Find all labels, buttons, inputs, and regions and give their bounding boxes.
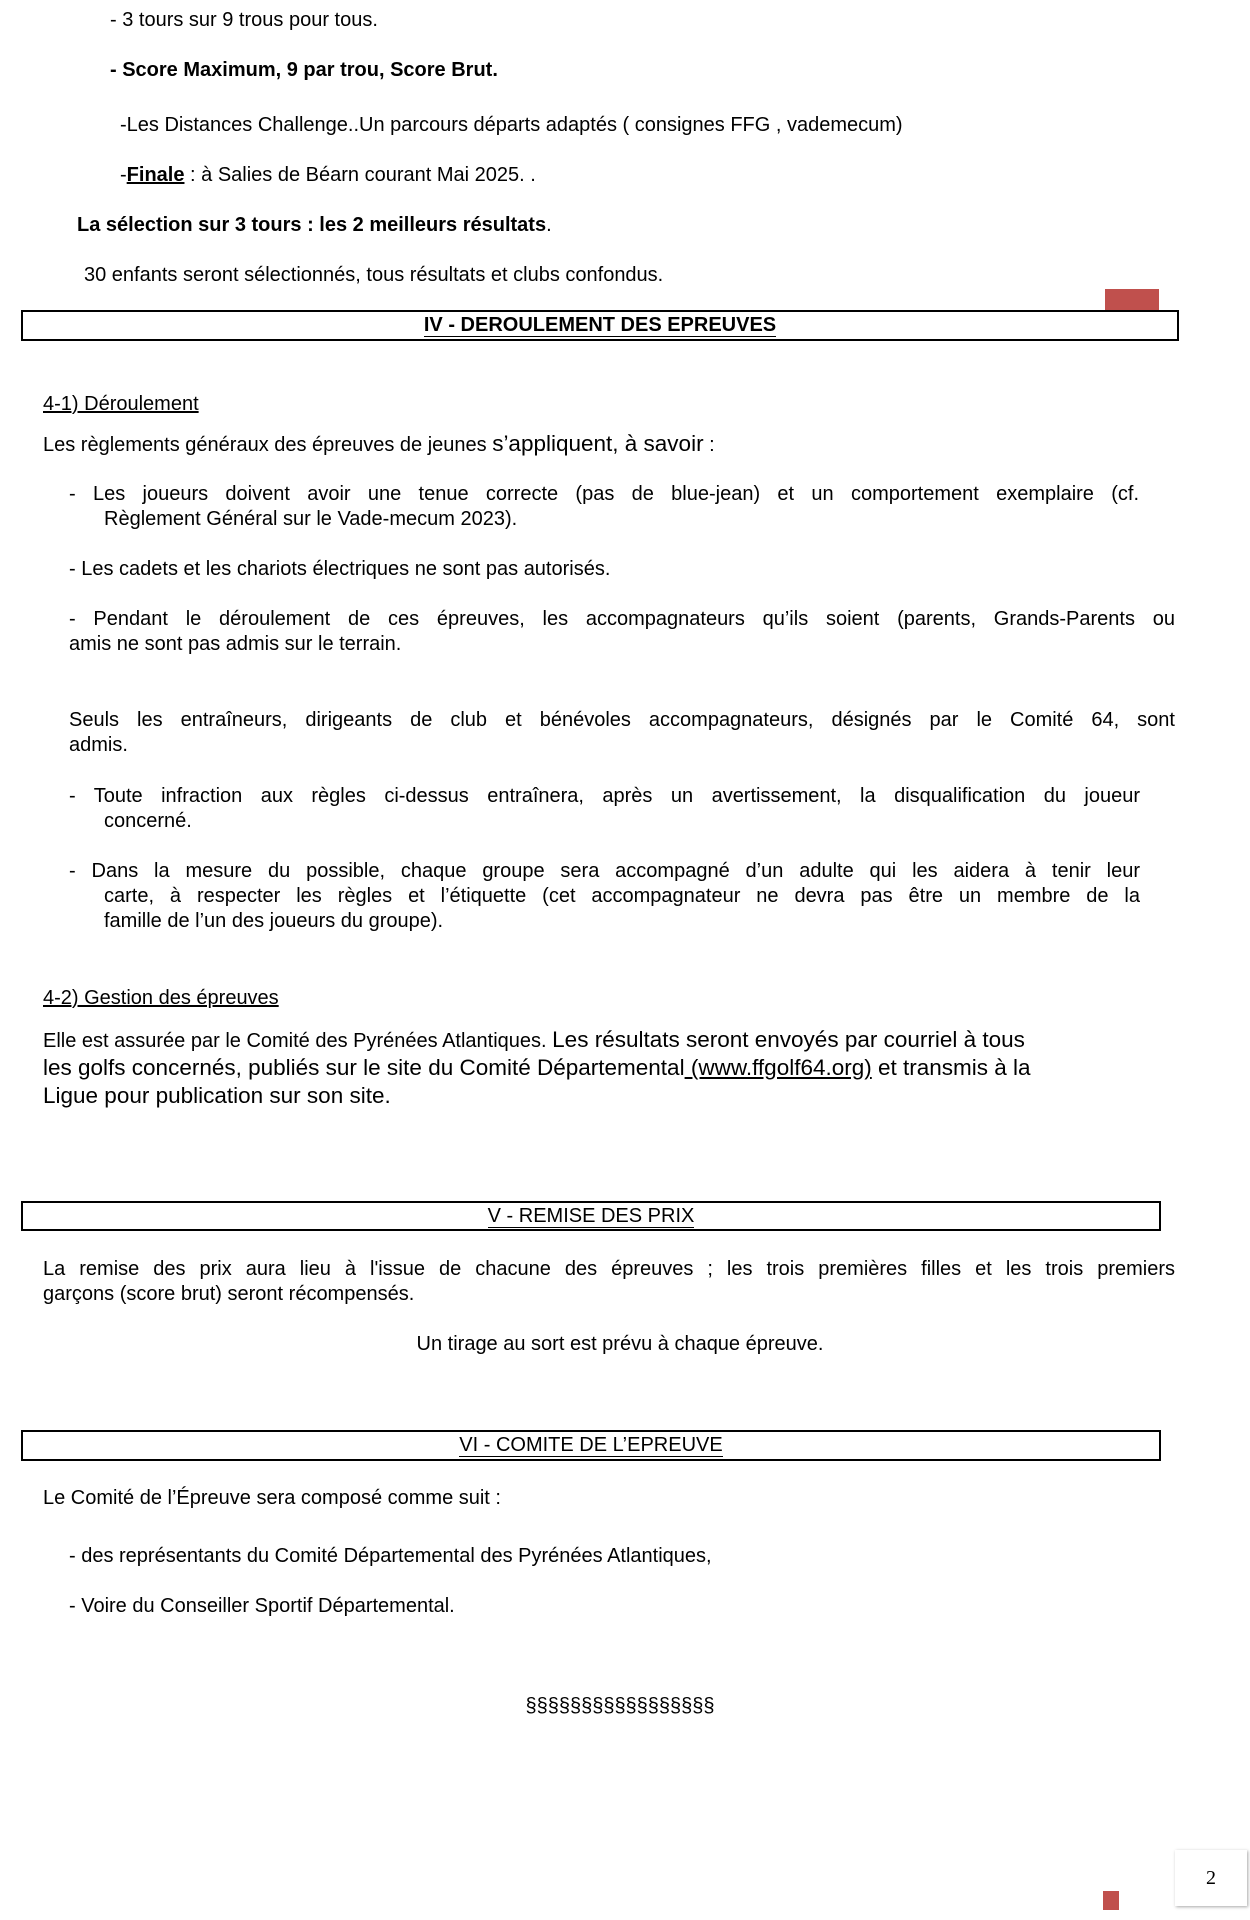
section-vi-header <box>21 1430 1161 1461</box>
rule-dress-code-line2: Règlement Général sur le Vade-mecum 2023). <box>104 508 518 530</box>
rule-spectators-line2: amis ne sont pas admis sur le terrain. <box>69 633 402 655</box>
finale-label: Finale <box>126 164 185 186</box>
subsection-4-2-title: 4-2) Gestion des épreuves <box>43 987 279 1009</box>
rule-finale: -Finale : à Salies de Béarn courant Mai 2025. . <box>120 164 536 186</box>
red-marker-bottom <box>1103 1891 1119 1910</box>
rule-dress-code-line1: - Les joueurs doivent avoir une tenue correcte (pas de blue-jean) et un comportement exemplaire (cf. <box>69 483 1139 505</box>
section-vi-title: VI - COMITE DE L’EPREUVE <box>459 1434 723 1456</box>
page-number: 2 <box>1175 1850 1247 1906</box>
section-v-title: V - REMISE DES PRIX <box>487 1205 695 1227</box>
committee-member-advisor: - Voire du Conseiller Sportif Départemental. <box>69 1595 455 1617</box>
subsection-4-1-title: 4-1) Déroulement <box>43 393 199 415</box>
management-line2: les golfs concernés, publiés sur le site du Comité Départemental (www.ffgolf64.org) et transmis à la <box>43 1055 1031 1080</box>
rule-distances: -Les Distances Challenge..Un parcours départs adaptés ( consignes FFG , vademecum) <box>120 114 903 136</box>
rule-caddies: - Les cadets et les chariots électriques ne sont pas autorisés. <box>69 558 611 580</box>
rule-chaperone-line2: carte, à respecter les règles et l’étiquette (cet accompagnateur ne devra pas être un membre de la <box>104 885 1140 907</box>
committee-intro: Le Comité de l’Épreuve sera composé comme suit : <box>43 1487 501 1509</box>
committee-member-representatives: - des représentants du Comité Départemental des Pyrénées Atlantiques, <box>69 1545 712 1567</box>
red-marker-top <box>1105 289 1159 310</box>
rule-infraction-line1: - Toute infraction aux règles ci-dessus entraînera, après un avertissement, la disqualification du joueur <box>69 785 1140 807</box>
rule-spectators-line1: - Pendant le déroulement de ces épreuves, les accompagnateurs qu’ils soient (parents, Grands-Parents ou <box>69 608 1175 630</box>
ffgolf64-link[interactable]: (www.ffgolf64.org) <box>684 1055 872 1080</box>
rule-selection: La sélection sur 3 tours : les 2 meilleurs résultats. <box>77 214 552 236</box>
rule-selected-children: 30 enfants seront sélectionnés, tous résultats et clubs confondus. <box>84 264 664 286</box>
section-iv-title: IV - DEROULEMENT DES EPREUVES <box>423 314 777 336</box>
rule-tours: - 3 tours sur 9 trous pour tous. <box>110 9 378 31</box>
rule-chaperone-line1: - Dans la mesure du possible, chaque groupe sera accompagné d’un adulte qui les aidera à tenir leur <box>69 860 1140 882</box>
management-line1: Elle est assurée par le Comité des Pyrénées Atlantiques. Les résultats seront envoyés par courriel à tous <box>43 1027 1025 1052</box>
rule-score-max: - Score Maximum, 9 par trou, Score Brut. <box>110 59 498 81</box>
prizes-line1: La remise des prix aura lieu à l'issue de chacune des épreuves ; les trois premières filles et les trois premiers <box>43 1258 1175 1280</box>
prizes-line2: garçons (score brut) seront récompensés. <box>43 1283 415 1305</box>
rule-chaperone-line3: famille de l’un des joueurs du groupe). <box>104 910 444 932</box>
rule-infraction-line2: concerné. <box>104 810 192 832</box>
section-v-header <box>21 1201 1161 1231</box>
prize-draw-note: Un tirage au sort est prévu à chaque épreuve. <box>416 1333 824 1355</box>
general-rules-intro: Les règlements généraux des épreuves de jeunes s’appliquent, à savoir : <box>43 431 715 456</box>
section-ornament: §§§§§§§§§§§§§§§§§ <box>525 1695 715 1717</box>
section-iv-header <box>21 310 1179 341</box>
rule-admitted-line1: Seuls les entraîneurs, dirigeants de club et bénévoles accompagnateurs, désignés par le Comité 64, sont <box>69 709 1175 731</box>
management-line3: Ligue pour publication sur son site. <box>43 1083 391 1108</box>
rule-admitted-line2: admis. <box>69 734 128 756</box>
